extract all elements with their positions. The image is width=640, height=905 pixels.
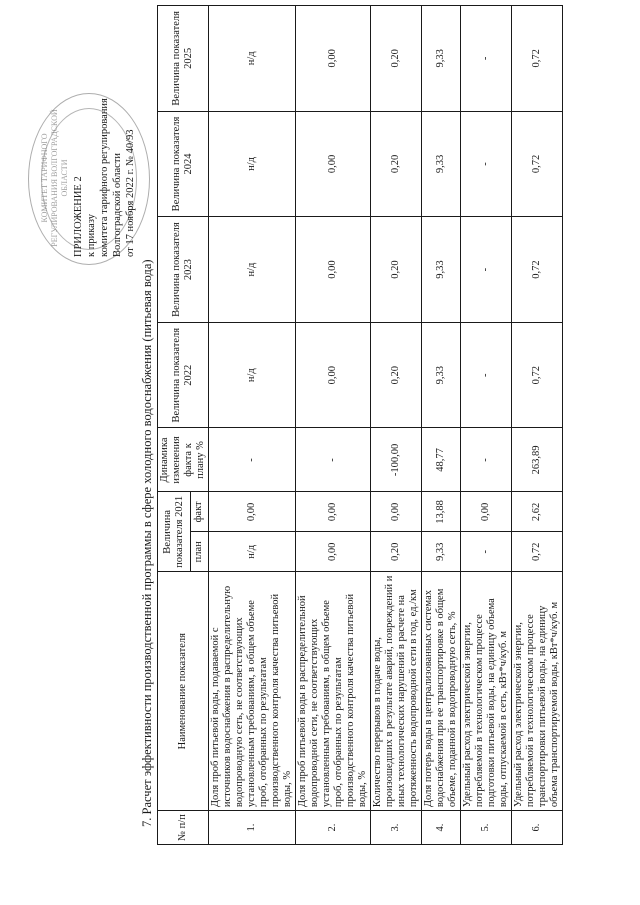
appendix-block [72,7,137,257]
row-fact: 0,00 [371,492,422,532]
row-no: 4. [422,811,461,845]
row-2024: н/д [209,111,296,217]
row-dynamics: 263,89 [512,428,563,492]
row-2022: н/д [209,322,296,428]
seal-text: КОМИТЕТ ТАРИФНОГО РЕГУЛИРОВАНИЯ ВОЛГОГРАДСКОЙ ОБЛАСТИ [40,109,69,247]
row-name: Удельный расход электрической энергии, потребляемой в технологическом процессе транспортировки питьевой воды, на единицу объема транспортируемой воды, кВт*ч/куб. м [512,572,563,811]
row-2023: 0,20 [371,217,422,323]
row-2024: 0,20 [371,111,422,217]
row-dynamics: - [461,428,512,492]
row-fact: 0,00 [461,492,512,532]
row-2024: 0,72 [512,111,563,217]
row-2024: 9,33 [422,111,461,217]
row-no: 2. [296,811,371,845]
row-no: 3. [371,811,422,845]
appendix-line: комитета тарифного регулирования [99,98,110,257]
appendix-title: ПРИЛОЖЕНИЕ 2 [73,176,84,257]
row-name: Доля потерь воды в централизованных системах водоснабжения при ее транспортировке в общем объеме, поданной в водопроводную сеть, % [422,572,461,811]
row-2024: 0,00 [296,111,371,217]
row-2025: 0,72 [512,6,563,112]
row-no: 6. [512,811,563,845]
header-name: Наименование показателя [158,572,209,811]
row-dynamics: -100,00 [371,428,422,492]
table-row [422,6,461,845]
row-2023: 9,33 [422,217,461,323]
row-2022: - [461,322,512,428]
header-2022: Величина показателя 2022 [158,322,209,428]
header-fact: факт [190,492,208,532]
appendix-line: Волгоградской области [112,152,123,257]
row-2025: 9,33 [422,6,461,112]
row-fact: 2,62 [512,492,563,532]
row-2023: н/д [209,217,296,323]
row-plan: 9,33 [422,532,461,572]
row-fact: 0,00 [209,492,296,532]
row-no: 1. [209,811,296,845]
header-dynamics: Динамика изменения факта к плану % [158,428,209,492]
table-row [296,6,371,845]
header-plan: план [190,532,208,572]
row-name: Доля проб питьевой воды в распределительной водопроводной сети, не соответствующих установленным требованиям, в общем объеме проб, отобранных по результатам производственного контроля качества питьевой воды, % [296,572,371,811]
row-2023: 0,72 [512,217,563,323]
row-no: 5. [461,811,512,845]
row-fact: 0,00 [296,492,371,532]
row-2022: 0,72 [512,322,563,428]
header-2024: Величина показателя 2024 [158,111,209,217]
table-header-row [158,6,191,845]
row-dynamics: - [209,428,296,492]
row-name: Доля проб питьевой воды, подаваемой с источников водоснабжения в распределительную водопроводную сеть, не соответствующих установленным требованиям, в общем объеме проб, отобранных по результатам производственного контроля качества питьевой воды, % [209,572,296,811]
header-2021: Величина показателя 2021 [158,492,191,572]
row-2025: 0,20 [371,6,422,112]
row-2022: 0,20 [371,322,422,428]
appendix-line: от 17 ноября 2022 г. № 40/93 [125,129,136,257]
row-2023: 0,00 [296,217,371,323]
row-2022: 0,00 [296,322,371,428]
row-2025: 0,00 [296,6,371,112]
row-plan: 0,00 [296,532,371,572]
row-plan: - [461,532,512,572]
row-plan: 0,20 [371,532,422,572]
appendix-line: к приказу [86,214,97,257]
row-2025: - [461,6,512,112]
row-name: Количество перерывов в подаче воды, произошедших в результате аварий, повреждений и иных технологических нарушений в расчете на протяженность водопроводной сети в год, ед./км [371,572,422,811]
row-dynamics: - [296,428,371,492]
row-plan: н/д [209,532,296,572]
row-2022: 9,33 [422,322,461,428]
row-fact: 13,88 [422,492,461,532]
table-row [461,6,512,845]
section-heading: 7. Расчет эффективности производственной программы в сфере холодного водоснабжения (питьевая вода) [140,259,154,827]
row-2024: - [461,111,512,217]
row-2025: н/д [209,6,296,112]
row-name: Удельный расход электрической энергии, потребляемой в технологическом процессе подготовки питьевой воды, на единицу объема воды, отпускаемой в сеть, кВт*ч/куб. м [461,572,512,811]
table-row [512,6,563,845]
row-2023: - [461,217,512,323]
table-row [209,6,296,845]
table-row [371,6,422,845]
header-2025: Величина показателя 2025 [158,6,209,112]
header-no: № п/п [158,811,209,845]
efficiency-table [157,5,563,845]
header-2023: Величина показателя 2023 [158,217,209,323]
row-plan: 0,72 [512,532,563,572]
row-dynamics: 48,77 [422,428,461,492]
